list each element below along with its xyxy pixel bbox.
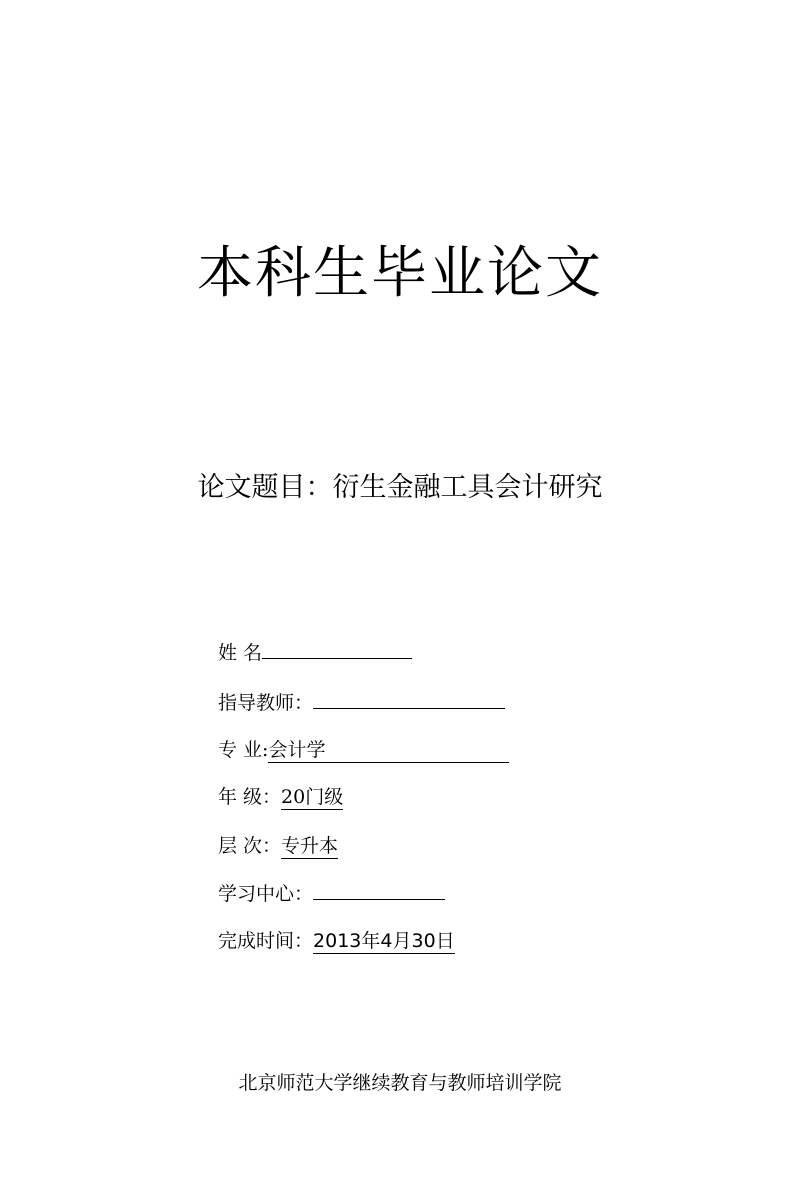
thesis-topic-value: 衍生金融工具会计研究 — [332, 472, 603, 503]
completion-date-value — [313, 929, 455, 954]
name-label: 姓 名 — [218, 642, 263, 664]
grade-field — [218, 783, 343, 811]
completion-month-unit: 月 — [392, 930, 412, 952]
advisor-label: 指导教师： — [218, 692, 314, 714]
page-title: 本科生毕业论文 — [197, 241, 603, 306]
advisor-blank-line — [313, 688, 505, 709]
major-value: 会计学 — [268, 738, 509, 763]
completion-year-unit: 年 — [361, 930, 381, 952]
completion-day: 30 — [411, 930, 436, 952]
name-field — [218, 638, 412, 667]
institution-name: 北京师范大学继续教育与教师培训学院 — [238, 1072, 562, 1094]
completion-day-unit: 日 — [435, 930, 455, 952]
completion-date-field — [218, 927, 455, 955]
learning-center-blank-line — [313, 879, 445, 900]
completion-date-label: 完成时间： — [218, 930, 314, 952]
major-field — [218, 736, 509, 764]
major-label: 专 业: — [218, 739, 269, 761]
grade-value: 20门级 — [281, 786, 344, 808]
completion-month: 4 — [380, 930, 393, 952]
thesis-topic — [0, 468, 800, 508]
learning-center-field — [218, 879, 445, 908]
grade-label: 年 级： — [218, 786, 282, 808]
level-field — [218, 832, 338, 860]
level-value: 专升本 — [281, 835, 339, 857]
level-label: 层 次： — [218, 835, 282, 857]
learning-center-label: 学习中心： — [218, 883, 314, 905]
name-blank-line — [262, 638, 412, 659]
thesis-topic-label: 论文题目： — [197, 472, 333, 503]
advisor-field — [218, 688, 505, 717]
completion-year: 2013 — [313, 930, 362, 952]
